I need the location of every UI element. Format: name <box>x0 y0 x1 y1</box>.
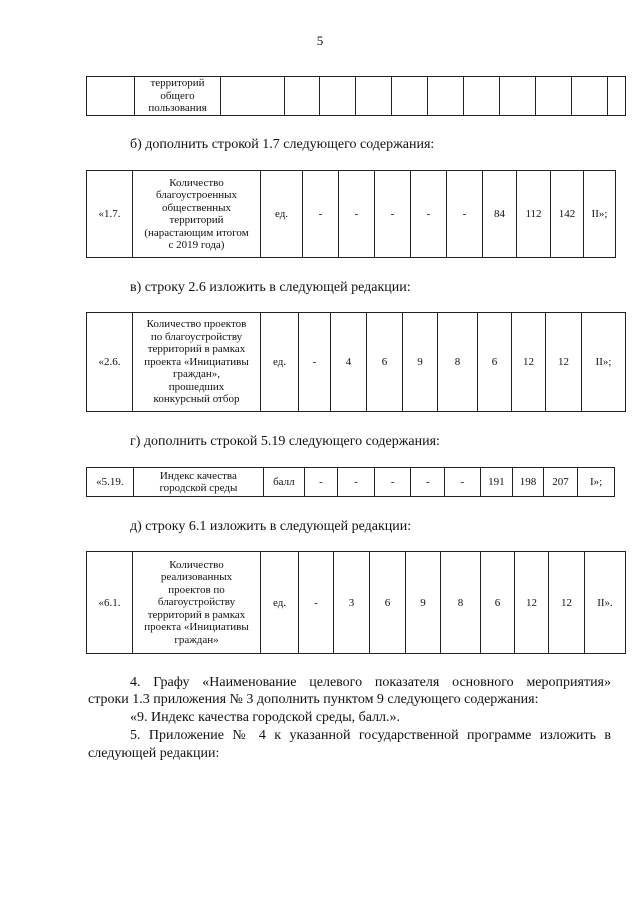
cell: территорий общего пользования <box>135 77 221 116</box>
cell: Индекс качества городской среды <box>133 468 263 497</box>
cell: - <box>299 552 334 654</box>
table-row-6-1 <box>86 551 626 654</box>
table-row-1-7 <box>86 170 616 258</box>
cell <box>536 77 572 116</box>
paragraph-g: г) дополнить строкой 5.19 следующего содержания: <box>130 434 440 449</box>
cell: 6 <box>481 552 515 654</box>
cell: 12 <box>512 313 546 412</box>
paragraph-b: б) дополнить строкой 1.7 следующего содержания: <box>130 137 435 152</box>
cell: «6.1. <box>87 552 133 654</box>
cell: - <box>445 468 481 497</box>
cell: «5.19. <box>87 468 134 497</box>
cell: 84 <box>483 171 517 258</box>
paragraph-5-line-2: следующей редакции: <box>88 746 220 761</box>
cell <box>356 77 392 116</box>
paragraph-4-line-3: «9. Индекс качества городской среды, балл.». <box>130 710 401 725</box>
cell: I»; <box>578 468 615 497</box>
page-number: 5 <box>316 33 324 48</box>
cell: 9 <box>406 552 441 654</box>
cell: 198 <box>513 468 544 497</box>
cell: 6 <box>367 313 403 412</box>
cell: ед. <box>261 552 299 654</box>
paragraph-5-line-1: 5. Приложение № 4 к указанной государственной программе изложить в <box>130 728 611 743</box>
cell <box>392 77 428 116</box>
cell: - <box>338 468 375 497</box>
cell <box>572 77 608 116</box>
cell <box>221 77 285 116</box>
cell <box>464 77 500 116</box>
paragraph-4-line-1: 4. Графу «Наименование целевого показателя основного мероприятия» <box>130 675 611 690</box>
cell: ед. <box>261 313 299 412</box>
cell: II»; <box>584 171 616 258</box>
cell: 8 <box>438 313 478 412</box>
paragraph-v: в) строку 2.6 изложить в следующей редакции: <box>130 280 411 295</box>
table-row <box>87 171 616 258</box>
cell: 6 <box>478 313 512 412</box>
table-row <box>87 468 615 497</box>
paragraph-4-line-2: строки 1.3 приложения № 3 дополнить пунктом 9 следующего содержания: <box>88 692 539 707</box>
cell: 12 <box>549 552 585 654</box>
cell: 12 <box>546 313 582 412</box>
cell: - <box>375 171 411 258</box>
table-row-5-19 <box>86 467 615 497</box>
cell: - <box>304 468 338 497</box>
cell: - <box>411 468 445 497</box>
cell: 6 <box>370 552 406 654</box>
table-row-2-6 <box>86 312 626 412</box>
table-continuation <box>86 76 626 116</box>
cell: 8 <box>441 552 481 654</box>
cell: - <box>374 468 411 497</box>
cell: 191 <box>480 468 513 497</box>
cell: 207 <box>543 468 578 497</box>
cell <box>428 77 464 116</box>
cell <box>608 77 626 116</box>
cell: «2.6. <box>87 313 133 412</box>
cell: II». <box>585 552 626 654</box>
table-row <box>87 552 626 654</box>
cell: Количество проектов по благоустройству территорий в рамках проекта «Инициативы граждан», прошедших конкурсный отбор <box>133 313 261 412</box>
cell: 142 <box>551 171 584 258</box>
cell: - <box>411 171 447 258</box>
cell: 3 <box>334 552 370 654</box>
cell: - <box>339 171 375 258</box>
cell: II»; <box>582 313 626 412</box>
cell <box>285 77 320 116</box>
cell: - <box>299 313 331 412</box>
cell: - <box>447 171 483 258</box>
cell: ед. <box>261 171 303 258</box>
cell <box>87 77 135 116</box>
cell: 4 <box>331 313 367 412</box>
cell: балл <box>264 468 305 497</box>
cell <box>500 77 536 116</box>
cell <box>320 77 356 116</box>
cell: 9 <box>403 313 438 412</box>
cell: 12 <box>515 552 549 654</box>
table-row <box>87 313 626 412</box>
cell: 112 <box>517 171 551 258</box>
paragraph-d: д) строку 6.1 изложить в следующей редакции: <box>130 519 412 534</box>
cell: Количество благоустроенных общественных территорий (нарастающим итогом с 2019 года) <box>133 171 261 258</box>
table-row <box>87 77 626 116</box>
cell: «1.7. <box>87 171 133 258</box>
cell: - <box>303 171 339 258</box>
cell: Количество реализованных проектов по благоустройству территорий в рамках проекта «Инициативы граждан» <box>133 552 261 654</box>
